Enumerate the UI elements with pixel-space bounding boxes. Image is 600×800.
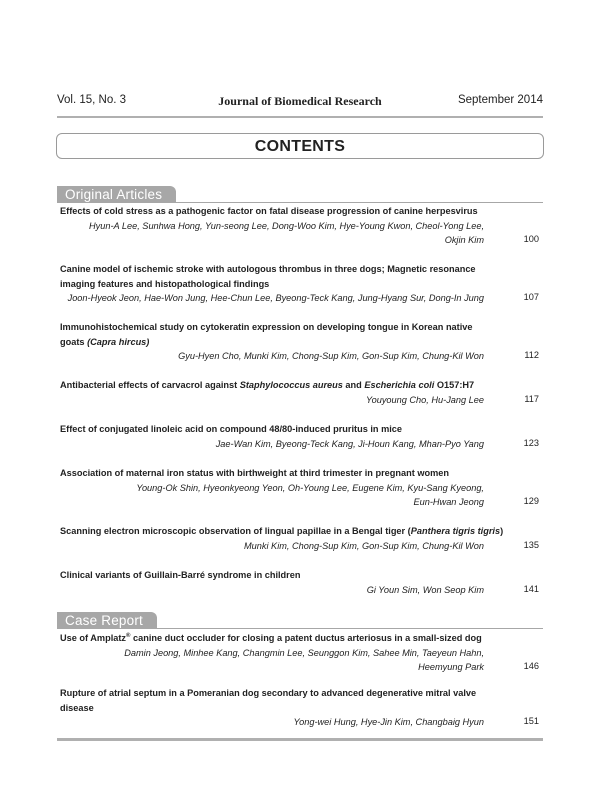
toc-entry[interactable]: [60, 568, 544, 597]
issue-date: September 2014: [457, 94, 543, 106]
article-title[interactable]: [60, 378, 544, 393]
article-title[interactable]: [60, 629, 544, 646]
article-title[interactable]: Effects of cold stress as a pathogenic factor on fatal disease progression of canine herpesvirus: [60, 206, 478, 216]
article-authors: Okjin Kim: [444, 235, 484, 245]
page-number: 112: [524, 350, 539, 360]
species-name: (Capra hircus): [87, 336, 150, 347]
toc-entry[interactable]: [60, 262, 544, 306]
section-divider: [57, 202, 543, 203]
article-authors: Gi Youn Sim, Won Seop Kim: [366, 584, 484, 595]
registered-mark: ®: [126, 633, 131, 639]
page-number: 117: [524, 393, 539, 404]
title-text: and: [342, 380, 365, 390]
toc-entry[interactable]: [60, 686, 544, 730]
article-authors: Youyoung Cho, Hu-Jang Lee: [366, 394, 484, 405]
species-name: Panthera tigris tigris: [410, 526, 501, 536]
running-header: [57, 94, 543, 112]
article-authors: Gyu-Hyen Cho, Munki Kim, Chong-Sup Kim, Gon-Sup Kim, Chung-Kil Won: [178, 351, 484, 361]
title-text: canine duct occluder for closing a patent ductus arteriosus in a small-sized dog: [130, 633, 482, 644]
article-title[interactable]: [60, 524, 544, 539]
article-title-line: imaging features and histopathological findings: [60, 278, 270, 289]
article-title-line: disease: [60, 702, 94, 713]
journal-name: Journal of Biomedical Research: [218, 94, 382, 108]
page-number: 141: [523, 583, 539, 594]
section-tab-original-articles: Original Articles: [57, 186, 176, 203]
article-title[interactable]: [60, 320, 544, 349]
article-authors: Damin Jeong, Minhee Kang, Changmin Lee, Seunggon Kim, Sahee Min, Taeyeun Hahn,: [124, 647, 484, 658]
article-title-line: Rupture of atrial septum in a Pomeranian dog secondary to advanced degenerative mitral valve: [60, 688, 477, 698]
article-authors: Young-Ok Shin, Hyeonkyeong Yeon, Oh-Young Lee, Eugene Kim, Kyu-Sang Kyeong,: [136, 482, 484, 493]
article-title[interactable]: Clinical variants of Guillain-Barré syndrome in children: [60, 570, 301, 580]
toc-entry[interactable]: [60, 204, 544, 248]
article-title[interactable]: [60, 686, 544, 715]
article-authors: Joon-Hyeok Jeon, Hae-Won Jung, Hee-Chun Lee, Byeong-Teck Kang, Jung-Hyang Sur, Dong-In Jung: [67, 293, 484, 303]
toc-entry[interactable]: [60, 629, 544, 675]
header-rule: [57, 116, 543, 118]
title-text: ): [500, 526, 504, 536]
article-authors: Eun-Hwan Jeong: [413, 497, 484, 507]
toc-entry[interactable]: [60, 466, 544, 510]
page-number: 100: [523, 234, 539, 244]
article-title-line: [60, 335, 544, 350]
article-title[interactable]: [60, 262, 544, 291]
page-number: 135: [523, 539, 539, 550]
title-text: Use of Amplatz: [60, 633, 127, 644]
article-title[interactable]: Effect of conjugated linoleic acid on compound 48/80-induced pruritus in mice: [60, 424, 403, 434]
volume-issue: Vol. 15, No. 3: [57, 94, 127, 106]
article-authors: Munki Kim, Chong-Sup Kim, Gon-Sup Kim, Chung-Kil Won: [244, 540, 484, 551]
article-authors: Jae-Wan Kim, Byeong-Teck Kang, Ji-Houn Kang, Mhan-Pyo Yang: [215, 438, 484, 449]
article-title-line: Immunohistochemical study on cytokeratin expression on developing tongue in Korean native: [60, 322, 473, 332]
toc-entry[interactable]: [60, 524, 544, 553]
article-authors: Hyun-A Lee, Sunhwa Hong, Yun-seong Lee, Dong-Woo Kim, Hye-Young Kwon, Cheol-Yong Lee,: [89, 220, 484, 231]
toc-entry[interactable]: [60, 320, 544, 364]
page-number: 129: [523, 496, 539, 506]
species-name: Staphylococcus aureus: [239, 380, 343, 390]
page-number: 123: [523, 437, 539, 448]
article-title-line: Canine model of ischemic stroke with autologous thrombus in three dogs; Magnetic resonance: [60, 264, 476, 274]
toc-entry[interactable]: [60, 422, 544, 451]
footer-rule: [57, 738, 543, 741]
species-name: Escherichia coli: [364, 380, 435, 390]
article-title[interactable]: Association of maternal iron status with birthweight at third trimester in pregnant women: [60, 468, 449, 478]
article-authors: Yong-wei Hung, Hye-Jin Kim, Changbaig Hyun: [293, 717, 484, 727]
section-tab-case-report: Case Report: [57, 612, 157, 629]
title-text: Antibacterial effects of carvacrol against: [60, 380, 240, 390]
contents-heading: CONTENTS: [56, 133, 544, 159]
article-authors: Heemyung Park: [418, 662, 484, 673]
page-number: 107: [523, 292, 539, 302]
page-number: 146: [523, 661, 539, 672]
toc-entry[interactable]: [60, 378, 544, 407]
title-text: O157:H7: [434, 380, 475, 390]
page-number: 151: [523, 716, 539, 726]
title-text: Scanning electron microscopic observation of lingual papillae in a Bengal tiger (: [60, 526, 411, 536]
title-text: goats: [60, 336, 88, 347]
